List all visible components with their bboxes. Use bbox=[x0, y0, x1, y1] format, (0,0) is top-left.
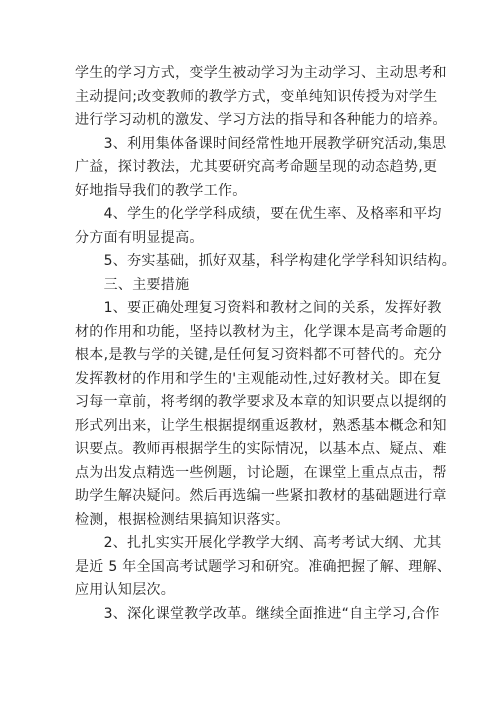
text-line: 广益，探讨教法，尤其要研究高考命题呈现的动态趋势,更 bbox=[75, 159, 438, 175]
text-line: 是近 5 年全国高考试题学习和研究。准确把握了解、理解、 bbox=[75, 558, 452, 575]
text-line: 检测，根据检测结果搞知识落实。 bbox=[75, 511, 290, 528]
text-line: 发挥教材的作用和学生的'主观能动性,过好教材关。即在复 bbox=[75, 370, 442, 387]
text-line: 应用认知层次。 bbox=[75, 582, 176, 598]
paragraph-section-3 bbox=[75, 274, 431, 298]
text-line: 4、学生的化学学科成绩，要在优生率、及格率和平均 bbox=[75, 206, 442, 222]
text-line: 点为出发点精选一些例题，讨论题，在课堂上重点点击，帮 bbox=[75, 464, 447, 481]
document-body bbox=[75, 62, 457, 626]
text-line: 材的作用和功能，坚持以教材为主，化学课本是高考命题的 bbox=[75, 323, 447, 340]
text-line: 5、夯实基础，抓好双基，科学构建化学学科知识结构。 bbox=[75, 253, 457, 269]
paragraph-item-4 bbox=[75, 203, 442, 250]
paragraph-item-3 bbox=[75, 133, 447, 204]
paragraph-learning-method bbox=[75, 62, 447, 133]
text-line: 3、利用集体备课时间经常性地开展教学研究活动,集思 bbox=[75, 135, 447, 152]
text-line: 分方面有明显提高。 bbox=[75, 229, 204, 246]
text-line: 主动提问;改变教师的教学方式，变单纯知识传授为对学生 bbox=[75, 88, 438, 105]
text-line: 2、扎扎实实开展化学教学大纲、高考考试大纲、尤其 bbox=[75, 535, 442, 551]
text-line: 习每一章前，将考纲的教学要求及本章的知识要点以提纲的 bbox=[75, 394, 447, 410]
text-line: 根本,是教与学的关键,是任何复习资料都不可替代的。充分 bbox=[75, 347, 442, 363]
text-line: 助学生解决疑问。然后再选编一些紧扣教材的基础题进行章 bbox=[75, 488, 447, 504]
paragraph-measure-1 bbox=[75, 297, 447, 532]
paragraph-item-5 bbox=[75, 250, 457, 274]
text-line: 形式列出来，让学生根据提纲重返教材，熟悉基本概念和知 bbox=[75, 417, 447, 434]
paragraph-measure-3 bbox=[75, 603, 440, 627]
text-line: 好地指导我们的教学工作。 bbox=[75, 182, 247, 199]
text-line: 进行学习动机的激发、学习方法的指导和各种能力的培养。 bbox=[75, 112, 447, 128]
text-line: 识要点。教师再根据学生的实际情况，以基本点、疑点、难 bbox=[75, 441, 447, 457]
text-line: 三、主要措施 bbox=[75, 276, 190, 293]
paragraph-measure-2 bbox=[75, 532, 452, 603]
text-line: 1、要正确处理复习资料和教材之间的关系，发挥好教 bbox=[75, 300, 442, 316]
text-line: 学生的学习方式，变学生被动学习为主动学习、主动思考和 bbox=[75, 65, 447, 81]
text-line: 3、深化课堂教学改革。继续全面推进“自主学习,合作 bbox=[75, 605, 440, 622]
